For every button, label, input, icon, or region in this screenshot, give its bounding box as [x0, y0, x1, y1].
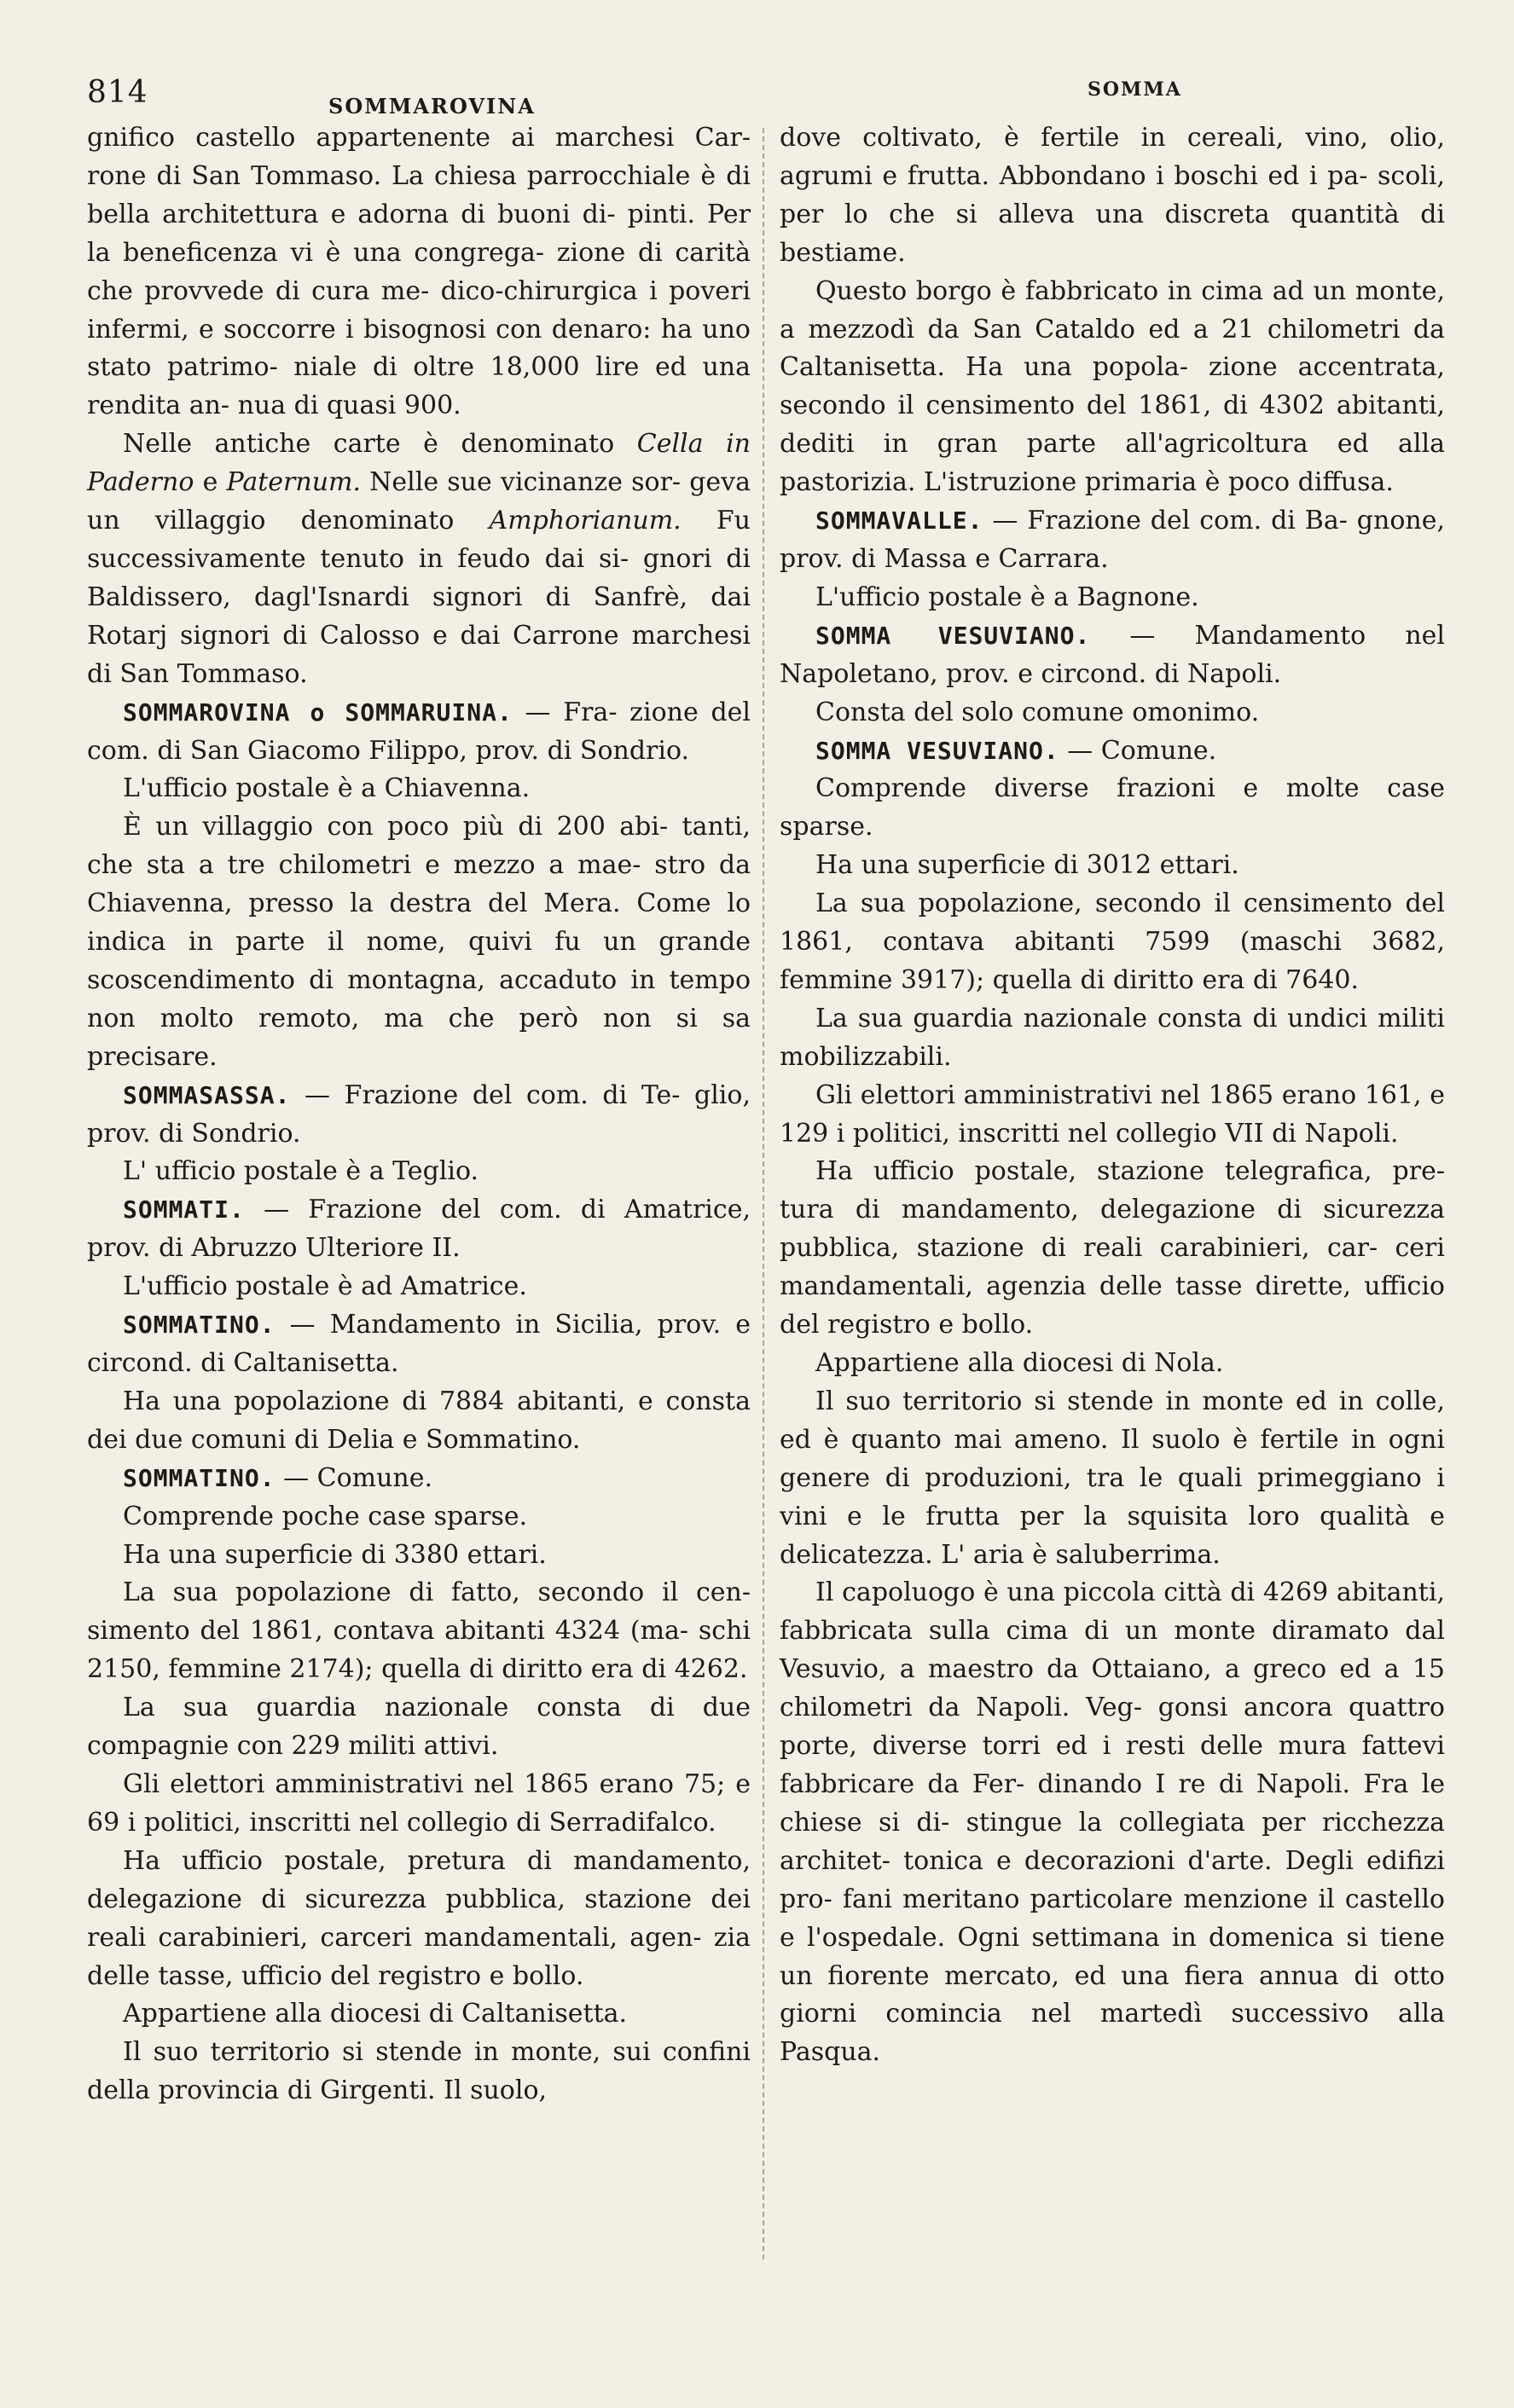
headword: SOMMAVALLE. [815, 506, 983, 535]
paragraph: L'ufficio postale è ad Amatrice. [123, 1271, 527, 1302]
paragraph: Il suo territorio si stende in monte ed in colle, ed è quanto mai ameno. Il suolo è fertile in ogni genere di produzioni, tra le quali primeggiano i vini e le frutta per la squisita loro qualità e delicatezza. L' aria è saluberrima. [780, 1386, 1445, 1570]
entry-somma-vesuviano-comune [780, 732, 1445, 771]
paragraph: L' ufficio postale è a Teglio. [123, 1156, 479, 1187]
paragraph: Questo borgo è fabbricato in cima ad un monte, a mezzodì da San Cataldo ed a 21 chilometri da Caltanisetta. Ha una popola- zione accentrata, secondo il censimento del 1861, di 4302 abitanti, dediti in gran parte all'agricoltura ed alla pastorizia. L'istruzione primaria è poco diffusa. [780, 275, 1445, 498]
paragraph: La sua popolazione, secondo il censimento del 1861, contava abitanti 7599 (maschi 3682, femmine 3917); quella di diritto era di 7640. [780, 889, 1445, 995]
paragraph: Il suo territorio si stende in monte, sui confini della provincia di Girgenti. Il suolo, [87, 2037, 751, 2106]
paragraph: È un villaggio con poco più di 200 abi- tanti, che sta a tre chilometri e mezzo a mae- stro da Chiavenna, presso la destra del Mera. Come lo indica in parte il nome, quivi fu un grande scoscendimento di montagna, accaduto in tempo non molto remoto, ma che però non si sa precisare. [87, 812, 751, 1072]
paragraph: L'ufficio postale è a Chiavenna. [123, 773, 531, 804]
entry-sommati [87, 1191, 751, 1268]
headword: SOMMAROVINA o SOMMARUINA. [123, 698, 513, 726]
right-column [780, 119, 1445, 2072]
italic-term: Paternum. [226, 467, 361, 498]
left-column [87, 119, 751, 2110]
page-number: 814 [87, 75, 148, 110]
entry-text: — Mandamento in Sicilia, prov. e circond. di Caltanisetta. [87, 1310, 751, 1378]
entry-sommatino-mandamento [87, 1306, 751, 1383]
paragraph: La sua popolazione di fatto, secondo il cen- simento del 1861, contava abitanti 4324 (ma- schi 2150, femmine 2174); quella di diritto era di 4262. [87, 1577, 751, 1685]
paragraph: gnifico castello appartenente ai marchesi Car- rone di San Tommaso. La chiesa parrocchiale è di bella architettura e adorna di buoni di- pinti. Per la beneficenza vi è una congrega- zione di carità che provvede di cura me- dico-chirurgica i poveri infermi, e soccorre i bisognosi con denaro: ha uno stato patrimo- niale di oltre 18,000 lire ed una rendita an- nua di quasi 900. [87, 123, 751, 421]
paragraph: Ha una superficie di 3012 ettari. [815, 850, 1239, 881]
paragraph: La sua guardia nazionale consta di due compagnie con 229 militi attivi. [87, 1693, 751, 1762]
headword: SOMMATINO. [123, 1311, 276, 1340]
paragraph [87, 425, 751, 693]
paragraph: Ha ufficio postale, stazione telegrafica, pre- tura di mandamento, delegazione di sicurezza pubblica, stazione di reali carabinieri, car- ceri mandamentali, agenzia delle tasse dirette, ufficio del registro e bollo. [780, 1156, 1445, 1340]
running-head-left: SOMMAROVINA [328, 94, 536, 119]
running-head-right: SOMMA [1088, 78, 1182, 101]
paragraph: Appartiene alla diocesi di Caltanisetta. [123, 1999, 628, 2029]
paragraph: Il capoluogo è una piccola città di 4269 abitanti, fabbricata sulla cima di un monte diramato dal Vesuvio, a maestro da Ottaiano, a greco ed a 15 chilometri da Napoli. Veg- gonsi ancora quattro porte, diverse torri ed i resti delle mura fattevi fabbricare da Fer- dinando I re di Napoli. Fra le chiese si di- stingue la collegiata per ricchezza architet- tonica e decorazioni d'arte. Degli edifizi pro- fani meritano particolare menzione il castello e l'ospedale. Ogni settimana in domenica si tiene un fiorente mercato, ed una fiera annua di otto giorni comincia nel martedì successivo alla Pasqua. [780, 1577, 1445, 2068]
paragraph: Comprende poche case sparse. [123, 1501, 528, 1531]
entry-text: — Comune. [1059, 735, 1217, 766]
paragraph: dove coltivato, è fertile in cereali, vino, olio, agrumi e frutta. Abbondano i boschi ed i pa- scoli, per lo che si alleva una discreta quantità di bestiame. [780, 123, 1445, 268]
paragraph: Gli elettori amministrativi nel 1865 erano 161, e 129 i politici, inscritti nel collegio VII di Napoli. [780, 1080, 1445, 1149]
italic-term: Cella in Paderno [87, 429, 751, 498]
entry-somma-vesuviano-mandamento [780, 617, 1445, 694]
headword: SOMMA VESUVIANO. [815, 736, 1059, 765]
entry-text: — Frazione del com. di Amatrice, prov. di Abruzzo Ulteriore II. [87, 1195, 751, 1264]
entry-text: — Frazione del com. di Te- glio, prov. di Sondrio. [87, 1080, 751, 1149]
paragraph: Comprende diverse frazioni e molte case sparse. [780, 773, 1445, 842]
text-run: Nelle sue vicinanze sor- geva un villaggio denominato [87, 467, 751, 536]
headword: SOMMATI. [123, 1195, 245, 1224]
entry-sommavalle [780, 502, 1445, 579]
paragraph: L'ufficio postale è a Bagnone. [815, 582, 1199, 612]
paragraph: La sua guardia nazionale consta di undici militi mobilizzabili. [780, 1003, 1445, 1072]
text-run: Fu successivamente tenuto in feudo dai si- gnori di Baldissero, dagl'Isnardi signori di Sanfrè, dai Rotarj signori di Calosso e dai Carrone marchesi di San Tommaso. [87, 506, 751, 689]
entry-text: — Mandamento nel Napoletano, prov. e circond. di Napoli. [780, 620, 1446, 689]
entry-text: — Fra- zione del com. di San Giacomo Filippo, prov. di Sondrio. [87, 697, 751, 766]
entry-text: — Comune. [275, 1462, 433, 1493]
headword: SOMMATINO. [123, 1463, 276, 1492]
paragraph: Appartiene alla diocesi di Nola. [815, 1348, 1224, 1378]
italic-term: Amphorianum. [489, 506, 682, 536]
entry-sommasassa [87, 1077, 751, 1154]
column-divider [763, 128, 764, 2260]
paragraph: Ha ufficio postale, pretura di mandamento, delegazione di sicurezza pubblica, stazione dei reali carabinieri, carceri mandamentali, agen- zia delle tasse, ufficio del registro e bollo. [87, 1845, 751, 1991]
paragraph: Ha una superficie di 3380 ettari. [123, 1539, 547, 1570]
text-run: e [194, 467, 227, 498]
headword: SOMMA VESUVIANO. [815, 621, 1091, 650]
text-run: Nelle antiche carte è denominato [123, 429, 637, 460]
headword: SOMMASASSA. [123, 1080, 291, 1109]
paragraph: Consta del solo comune omonimo. [815, 697, 1260, 727]
paragraph: Gli elettori amministrativi nel 1865 erano 75; e 69 i politici, inscritti nel collegio di Serradifalco. [87, 1768, 751, 1838]
entry-sommarovina [87, 694, 751, 771]
entry-text: — Frazione del com. di Ba- gnone, prov. di Massa e Carrara. [780, 506, 1445, 574]
entry-sommatino-comune [87, 1460, 751, 1498]
paragraph: Ha una popolazione di 7884 abitanti, e consta dei due comuni di Delia e Sommatino. [87, 1386, 751, 1455]
